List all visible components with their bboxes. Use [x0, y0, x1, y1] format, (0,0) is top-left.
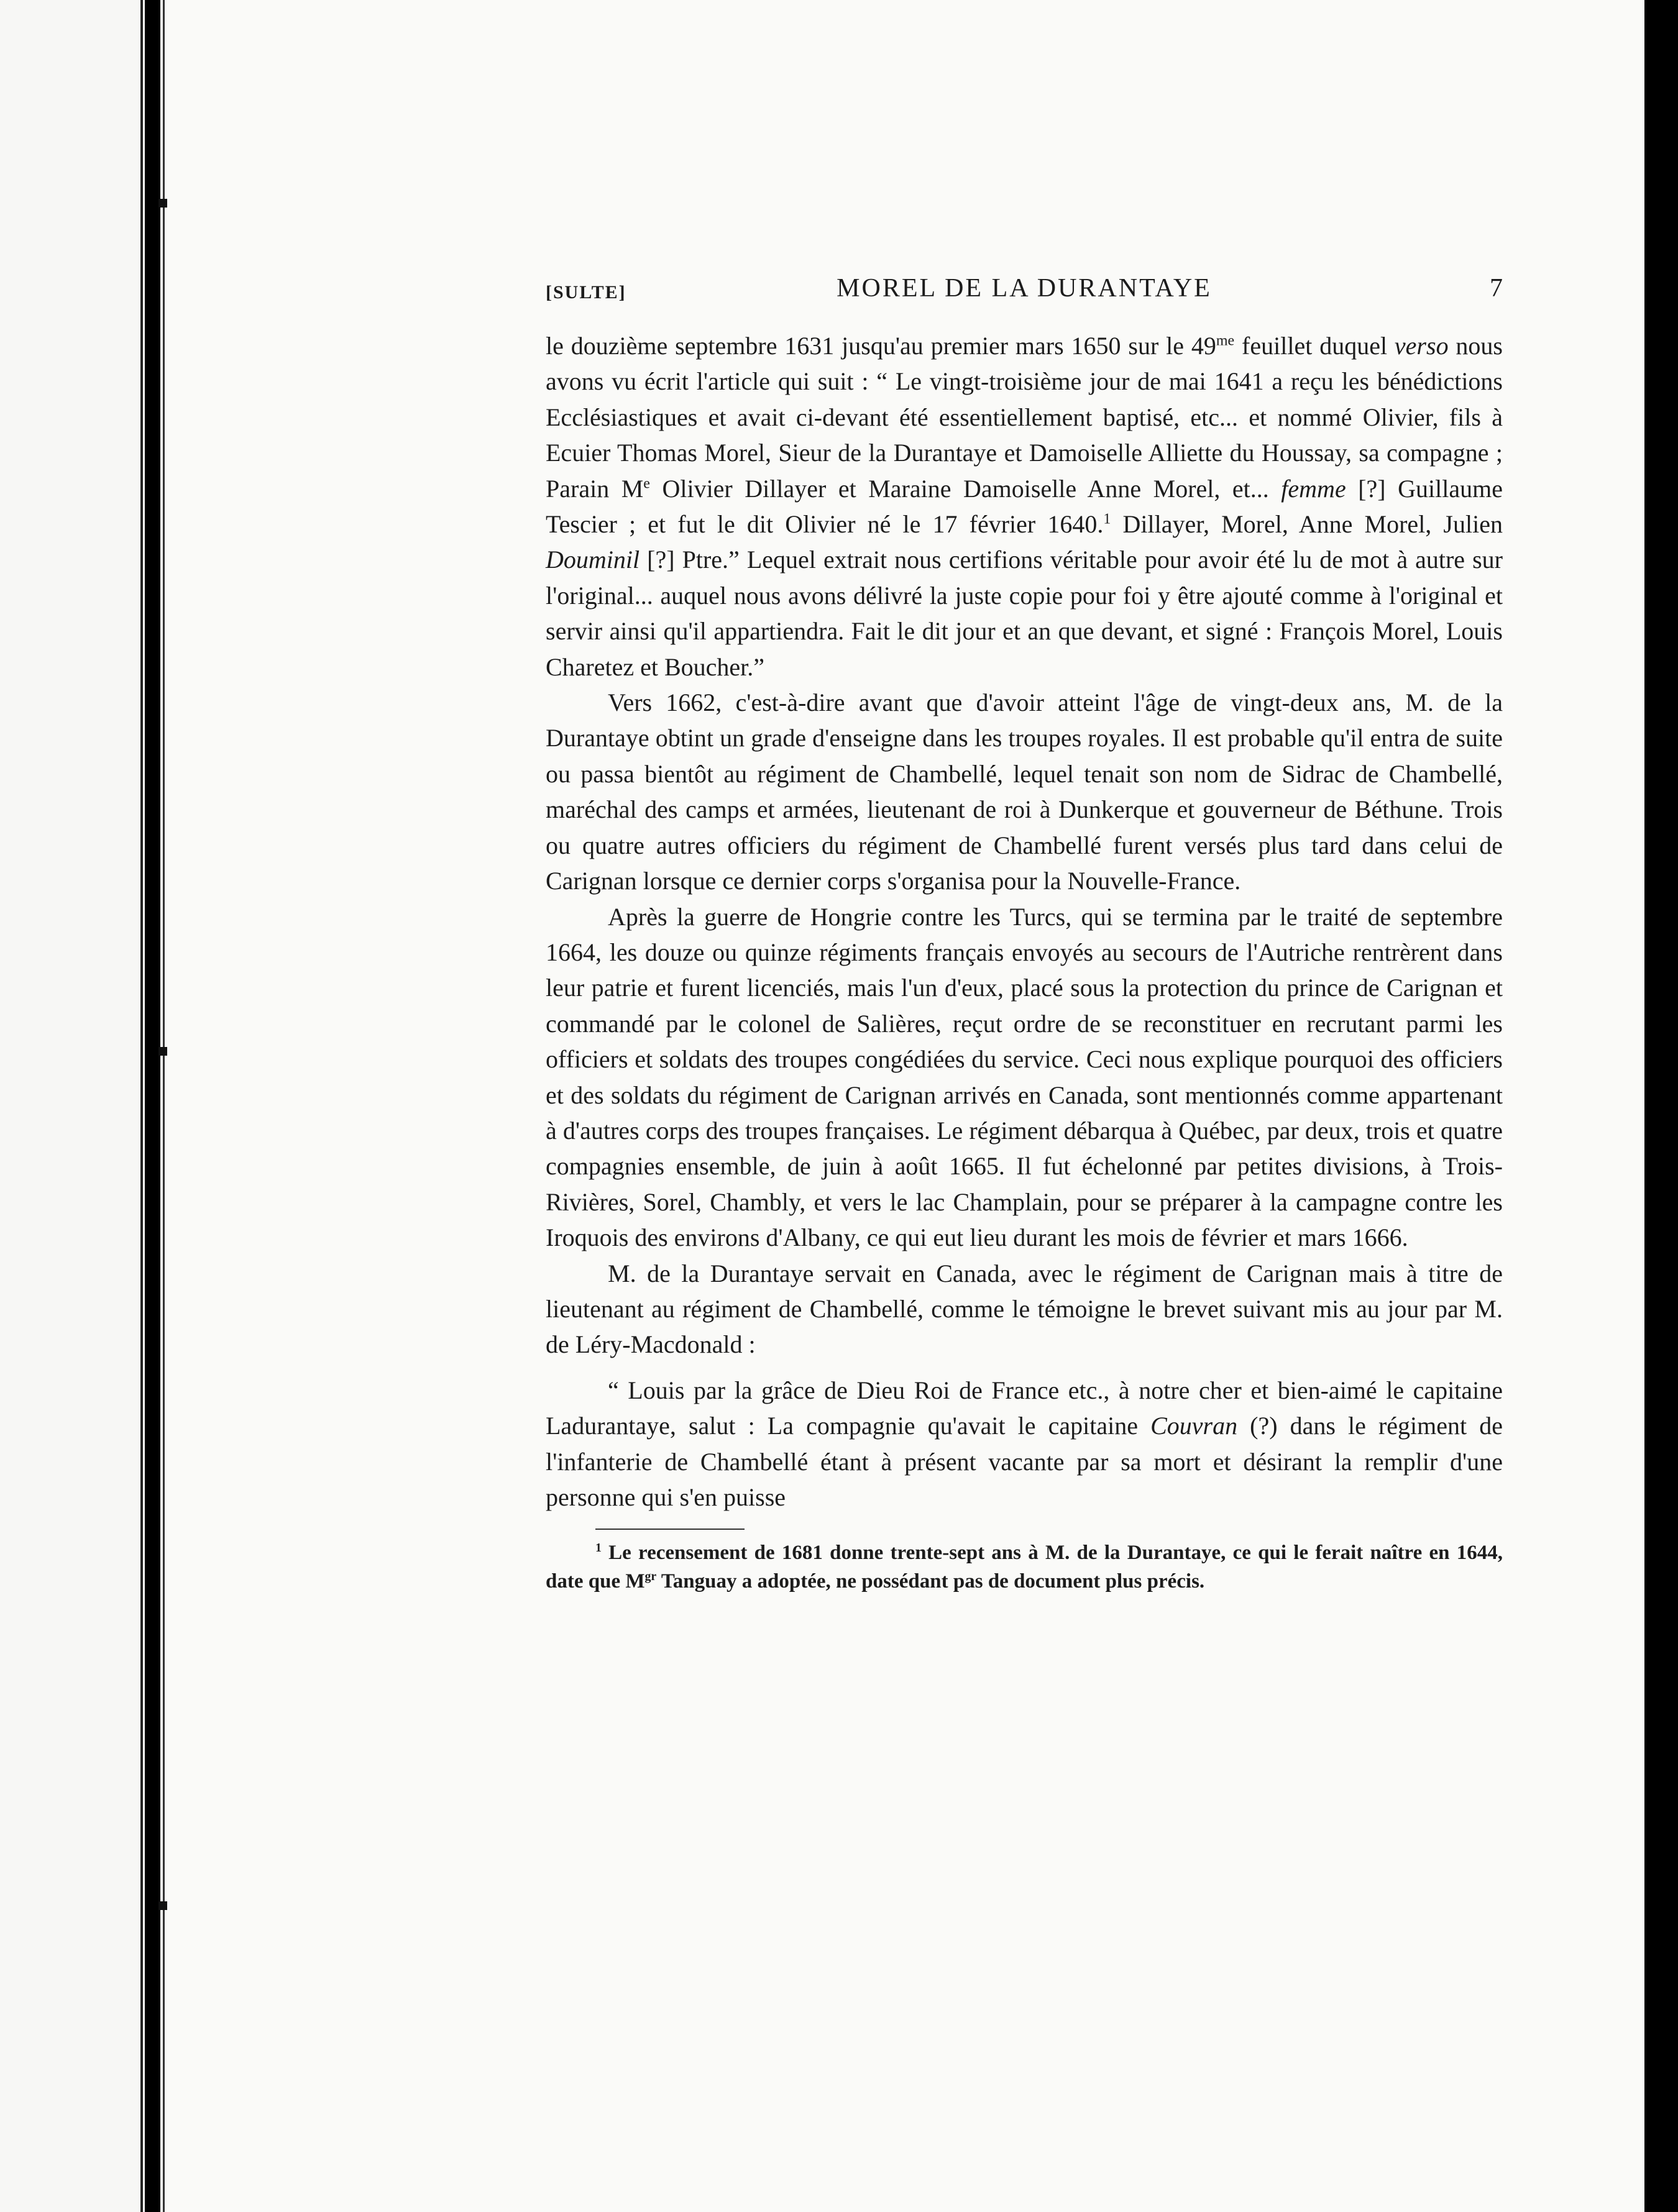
body-text: [546, 328, 1503, 1515]
binding-line: [163, 0, 165, 2212]
header-title: MOREL DE LA DURANTAYE: [837, 274, 1212, 303]
footnote: [546, 1538, 1503, 1596]
paragraph: [546, 899, 1503, 1256]
scanned-page: [160, 0, 1644, 2212]
text-run: [?] Guillaume Tescier ; et fut le dit Olivier né le 17 février 1640.: [546, 474, 1503, 539]
superscript: e: [643, 475, 650, 492]
page-content: [546, 273, 1503, 1596]
binding-mark: [158, 1901, 167, 1910]
paragraph: [546, 1373, 1503, 1515]
text-run: Vers 1662, c'est-à-dire avant que d'avoir atteint l'âge de vingt-deux ans, M. de la Durantaye obtint un grade d'enseigne dans les troupes royales. Il est probable qu'il entra de suite ou passa bientôt au régiment de Chambellé, lequel tenait son nom de Sidrac de Chambellé, maréchal des camps et armées, lieutenant de roi à Dunkerque et gouverneur de Béthune. Trois ou quatre autres officiers du régiment de Chambellé furent versés plus tard dans celui de Carignan lorsque ce dernier corps s'organisa pour la Nouvelle-France.: [546, 688, 1503, 895]
text-run: Tanguay a adoptée, ne possédant pas de document plus précis.: [656, 1570, 1205, 1593]
text-run: M. de la Durantaye servait en Canada, avec le régiment de Carignan mais à titre de lieutenant au régiment de Chambellé, comme le témoigne le brevet suivant mis au jour par M. de Léry-Macdonald :: [546, 1259, 1503, 1359]
paragraph: [546, 1256, 1503, 1363]
italic-text: Douminil: [546, 546, 640, 574]
binding-mark: [158, 1047, 167, 1056]
superscript: 1: [595, 1541, 602, 1555]
text-run: le douzième septembre 1631 jusqu'au premier mars 1650 sur le 49: [546, 332, 1216, 360]
footnote-rule: [595, 1529, 745, 1530]
text-run: (?) dans le régiment de l'infanterie de Chambellé étant à présent vacante par sa mort et désirant la remplir d'une personne qui s'en puisse: [546, 1412, 1503, 1511]
page-number: 7: [1490, 274, 1503, 303]
text-run: Olivier Dillayer et Maraine Damoiselle Anne Morel, et...: [649, 474, 1281, 503]
binding-mark: [158, 199, 167, 208]
text-run: Dillayer, Morel, Anne Morel, Julien: [1111, 510, 1503, 539]
text-run: Le recensement de 1681 donne trente-sept ans à M. de la Durantaye, ce qui le ferait naître en 1644, date que M: [546, 1542, 1503, 1593]
facing-page-edge: [0, 0, 145, 2212]
text-run: [?] Ptre.” Lequel extrait nous certifions véritable pour avoir été lu de mot à autre sur l'original... auquel nous avons délivré la juste copie pour foi y être ajouté comme à l'original et servir ainsi qu'il appartiendra. Fait le dit jour et an que devant, et signé : François Morel, Louis Charetez et Boucher.”: [546, 546, 1503, 681]
footnote-text: [546, 1538, 1503, 1596]
text-run: “ Louis par la grâce de Dieu Roi de France etc., à notre cher et bien-aimé le capitaine Ladurantaye, salut : La compagnie qu'avait le capitaine: [546, 1376, 1503, 1440]
italic-text: verso: [1394, 332, 1449, 360]
superscript: 1: [1103, 511, 1111, 528]
italic-text: Couvran: [1150, 1412, 1238, 1440]
paragraph: [546, 685, 1503, 898]
superscript: me: [1216, 332, 1235, 349]
superscript: gr: [644, 1570, 657, 1584]
text-run: feuillet duquel: [1234, 332, 1395, 360]
page-fold-line: [140, 0, 143, 2212]
text-run: nous avons vu écrit l'article qui suit : “ Le vingt-troisième jour de mai 1641 a reçu les bénédictions Ecclésiastiques et avait ci-devant été essentiellement baptisé, etc... et nommé Olivier, fils à Ecuier Thomas Morel, Sieur de la Durantaye et Damoiselle Alliette du Houssay, sa compagne ; Parain M: [546, 332, 1503, 503]
italic-text: femme: [1281, 474, 1346, 503]
text-run: Après la guerre de Hongrie contre les Turcs, qui se termina par le traité de septembre 1664, les douze ou quinze régiments français envoyés au secours de l'Autriche rentrèrent dans leur patrie et furent licenciés, mais l'un d'eux, placé sous la protection du prince de Carignan et commandé par le colonel de Salières, reçut ordre de se reconstituer en recrutant parmi les officiers et soldats des troupes congédiées du service. Ceci nous explique pourquoi des officiers et des soldats du régiment de Carignan arrivés en Canada, sont mentionnés comme appartenant à d'autres corps des troupes françaises. Le régiment débarqua à Québec, par deux, trois et quatre compagnies ensemble, de juin à août 1665. Il fut échelonné par petites divisions, à Trois-Rivières, Sorel, Chambly, et vers le lac Champlain, pour se préparer à la campagne contre les Iroquois des environs d'Albany, ce qui eut lieu durant les mois de février et mars 1666.: [546, 902, 1503, 1252]
paragraph: [546, 328, 1503, 685]
running-header: [546, 273, 1503, 317]
header-author: [SULTE]: [546, 282, 626, 303]
